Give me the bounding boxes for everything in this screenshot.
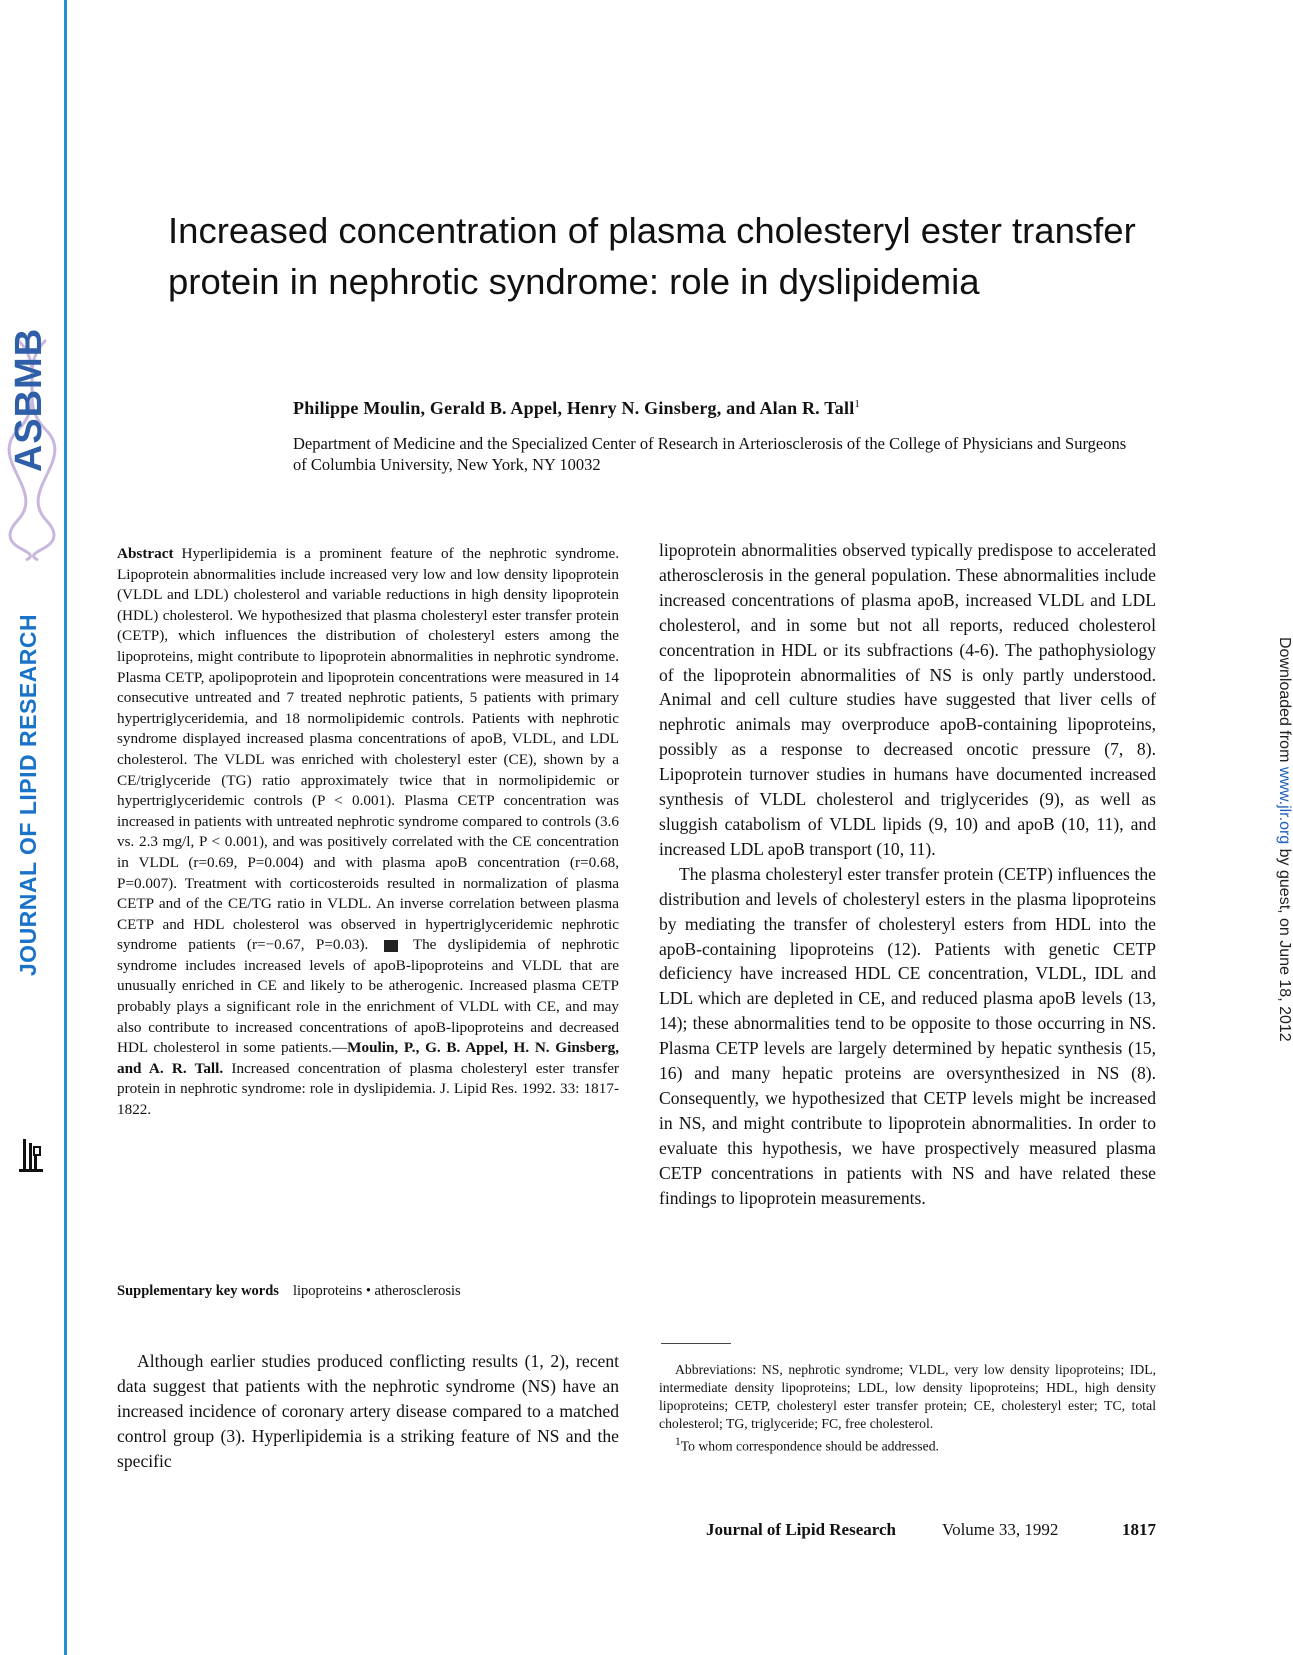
- intro-paragraph-left: Although earlier studies produced conflicting results (1, 2), recent data suggest that patients with the nephrotic syndrome (NS) have an increased incidence of coronary artery disease compared to a matched control group (3). Hyperlipidemia is a striking feature of NS and the specific: [117, 1351, 619, 1471]
- asbmb-logo: ASBMB: [8, 327, 50, 473]
- affiliation: Department of Medicine and the Specialized Center of Research in Arteriosclerosis of the College of Physicians and Surgeons of Columbia University, New York, NY 10032: [293, 434, 1127, 474]
- download-link[interactable]: www.jlr.org: [1276, 766, 1293, 845]
- abstract-label: Abstract: [117, 545, 174, 562]
- blue-margin-rule: [64, 0, 67, 1655]
- jlr-logo-icon: [16, 1135, 46, 1175]
- left-margin-branding: [0, 0, 62, 1655]
- article-title: Increased concentration of plasma cholesteryl ester transfer protein in nephrotic syndrome: role in dyslipidemia: [168, 210, 1136, 302]
- summary-badge-icon: [384, 940, 398, 952]
- correspondence-footnote: $^1$To whom correspondence should be addressed.: [675, 1436, 939, 1454]
- page-footer: [706, 1520, 1156, 1540]
- intro-right-column: [659, 538, 1156, 1210]
- journal-vertical-title: JOURNAL OF LIPID RESEARCH: [15, 613, 41, 977]
- footnote-divider: [661, 1343, 731, 1344]
- intro-paragraph-2: The plasma cholesteryl ester transfer protein (CETP) influences the distribution and levels of cholesteryl esters in the plasma lipoproteins by mediating the transfer of cholesteryl esters from HDL into the apoB-containing lipoproteins (12). Patients with genetic CETP deficiency have increased HDL CE concentration, VLDL, IDL and LDL which are depleted in CE, and reduced plasma apoB levels (13, 14); these abnormalities tend to be opposite to those occurring in NS. Plasma CETP levels are largely determined by hepatic synthesis (15, 16) and many hepatic proteins are oversynthesized in NS (8). Consequently, we hypothesized that CETP levels might be increased in NS, and might contribute to lipoprotein abnormalities. In order to evaluate this hypothesis, we have prospectively measured plasma CETP concentrations in patients with NS and have related these findings to lipoprotein measurements.: [659, 863, 1156, 1208]
- footnotes: [659, 1361, 1156, 1456]
- keywords: Supplementary key words lipoproteins • atherosclerosis: [117, 1283, 461, 1299]
- abbreviations-footnote: Abbreviations: NS, nephrotic syndrome; VLDL, very low density lipoproteins; IDL, intermediate density lipoproteins; LDL, low density lipoproteins; HDL, high density lipoproteins; CETP, cholesteryl ester transfer protein; CE, cholesteryl ester; TC, total cholesterol; TG, triglyceride; FC, free cholesterol.: [659, 1362, 1156, 1431]
- page-number: 1817: [1122, 1520, 1156, 1539]
- citation-authors: Moulin, P., G. B. Appel, H. N. Ginsberg, and A. R. Tall.: [117, 1039, 619, 1077]
- footer-volume: Volume 33, 1992: [942, 1520, 1059, 1539]
- abstract: Abstract Hyperlipidemia is a prominent feature of the nephrotic syndrome. Lipoprotein abnormalities include increased very low and low density lipoprotein (VLDL and LDL) cholesterol and variable reductions in high density lipoprotein (HDL) cholesterol. We hypothesized that plasma cholesteryl ester transfer protein (CETP), which influences the distribution of cholesteryl esters among the lipoproteins, might contribute to lipoprotein abnormalities in nephrotic syndrome. Plasma CETP, apolipoprotein and lipoprotein concentrations were measured in 14 consecutive untreated and 7 treated nephrotic patients, 5 patients with primary hypertriglyceridemia, and 18 normolipidemic controls. Patients with nephrotic syndrome displayed increased plasma concentrations of apoB, VLDL, and LDL cholesterol. The VLDL was enriched with cholesteryl ester (CE), shown by a CE/triglyceride (TG) ratio approximately twice that in normolipidemic or hypertriglyceridemic controls (P < 0.001). Plasma CETP concentration was increased in patients with untreated nephrotic syndrome compared to controls (3.6 vs. 2.3 mg/l, P < 0.001), and was positively correlated with the CE concentration in VLDL (r=0.69, P=0.004) and with plasma apoB concentration (r=0.68, P=0.007). Treatment with corticosteroids resulted in normalization of plasma CETP and of the CE/TG ratio in VLDL. An inverse correlation between plasma CETP and HDL cholesterol was observed in hypertriglyceridemic nephrotic syndrome patients (r=−0.67, P=0.03). The dyslipidemia of nephrotic syndrome includes increased levels of apoB-lipoproteins and VLDL that are unusually enriched in CE and likely to be atherogenic. Increased plasma CETP probably plays a significant role in the enrichment of VLDL with CE, and may also contribute to increased concentrations of apoB-lipoproteins and decreased HDL cholesterol in some patients.—Moulin, P., G. B. Appel, H. N. Ginsberg, and A. R. Tall. Increased concentration of plasma cholesteryl ester transfer protein in nephrotic syndrome: role in dyslipidemia. J. Lipid Res. 1992. 33: 1817-1822.: [117, 545, 620, 1119]
- intro-paragraph-1: lipoprotein abnormalities observed typically predispose to accelerated atherosclerosis in the general population. These abnormalities include increased concentrations of plasma apoB, increased VLDL and LDL cholesterol, and in some but not all reports, reduced cholesterol concentration in HDL or its subfractions (4-6). The pathophysiology of the lipoprotein abnormalities of NS is only partly understood. Animal and cell culture studies have suggested that liver cells of nephrotic animals may overproduce apoB-containing lipoproteins, possibly as a response to decreased oncotic pressure (7, 8). Lipoprotein turnover studies in humans have documented increased synthesis of VLDL cholesterol and triglycerides (9), as well as sluggish catabolism of VLDL lipids (9, 10) and apoB (10, 11), and increased LDL apoB transport (10, 11).: [659, 540, 1156, 859]
- author-list: Philippe Moulin, Gerald B. Appel, Henry N. Ginsberg, and Alan R. Tall$^1$: [293, 398, 861, 418]
- footer-journal: Journal of Lipid Research: [706, 1520, 897, 1539]
- download-notice: Downloaded from www.jlr.org by guest, on June 18, 2012: [1276, 637, 1293, 1042]
